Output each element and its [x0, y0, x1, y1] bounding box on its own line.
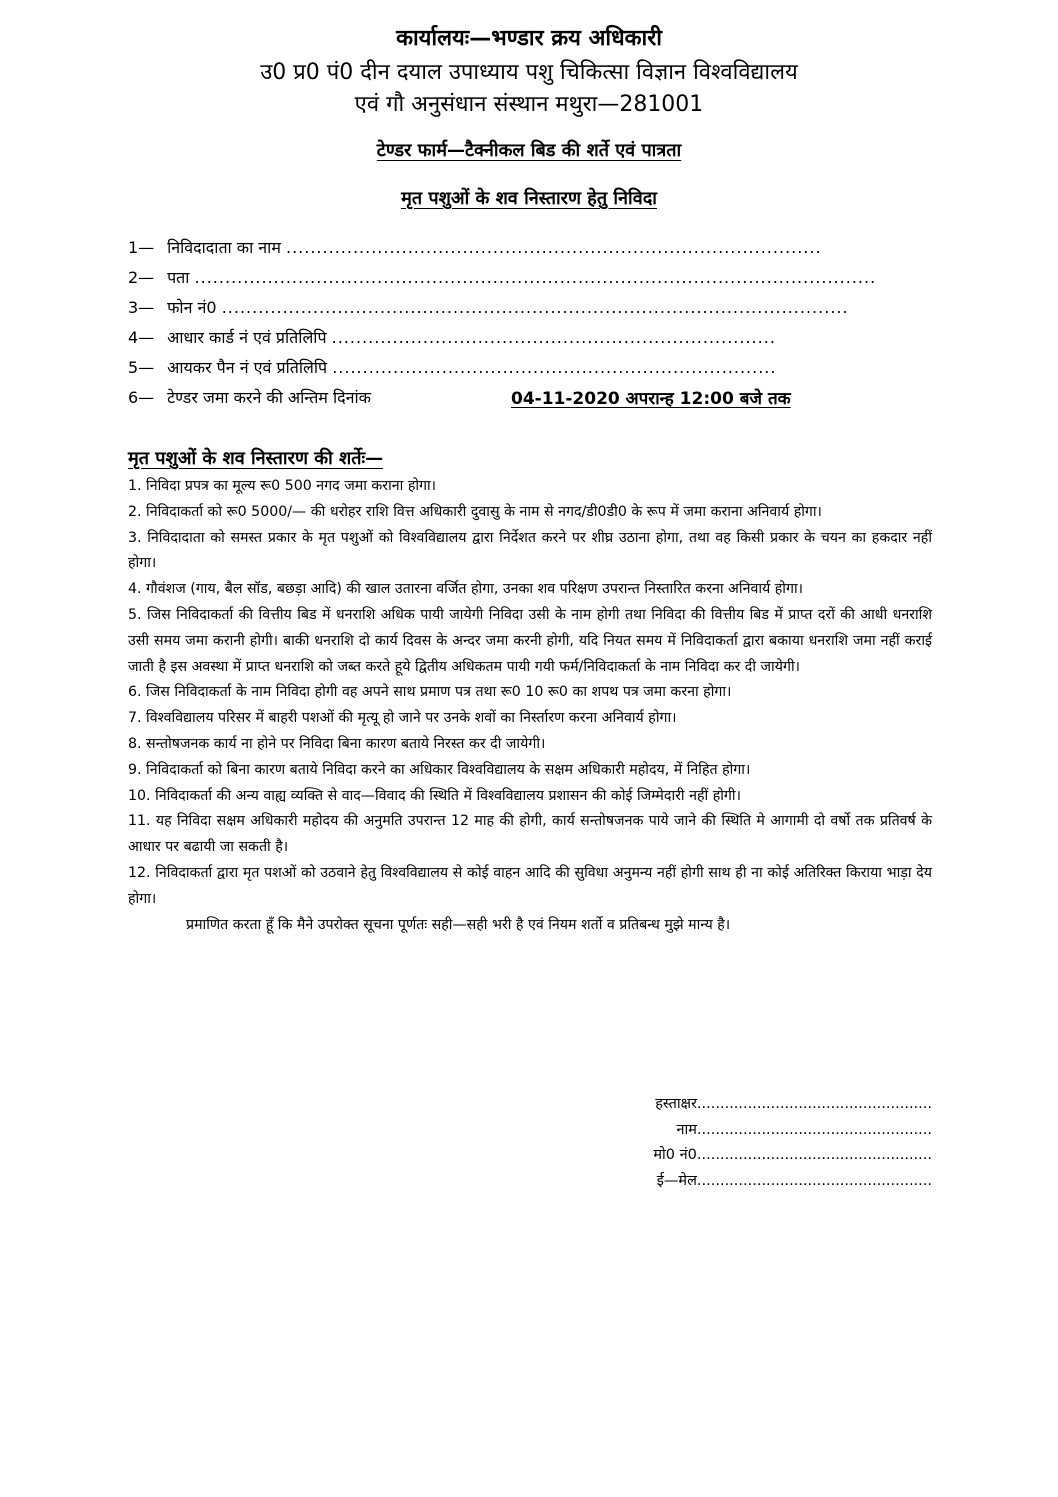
- term-item: 3. निविदादाता को समस्त प्रकार के मृत पशुओं को विश्वविद्यालय द्वारा निर्देशत करने पर शीघ्र उठाना होगा, तथा वह किसी प्रकार के चयन का हकदार नहीं होगा।: [128, 529, 932, 572]
- term-item: 1. निविदा प्रपत्र का मूल्य रू0 500 नगद जमा कराना होगा।: [128, 478, 437, 494]
- term-item: 8. सन्तोषजनक कार्य ना होने पर निविदा बिना कारण बताये निरस्त कर दी जायेगी।: [128, 735, 546, 752]
- mobile-row: [653, 1143, 932, 1169]
- term-item: 10. निविदाकर्ता की अन्य वाह्य व्यक्ति से वाद—विवाद की स्थिति में विश्वविद्यालय प्रशासन की कोई जिम्मेदारी नहीं होगी।: [128, 787, 741, 804]
- office-title: कार्यालयः—भण्डार क्रय अधिकारी: [396, 26, 662, 51]
- name-row: [653, 1118, 932, 1144]
- terms-title: मृत पशुओं के शव निस्तारण की शर्तेः—: [128, 448, 384, 469]
- form-field-bidder-name: [128, 236, 822, 258]
- field-label: आधार कार्ड नं एवं प्रतिलिपि: [167, 328, 327, 347]
- term-item: 6. जिस निविदाकर्ता के नाम निविदा होगी वह अपने साथ प्रमाण पत्र तथा रू0 10 रू0 का शपथ पत्र जमा करना होगा।: [128, 684, 732, 701]
- field-number: 5—: [128, 358, 155, 377]
- field-number: 4—: [128, 328, 155, 347]
- field-blank[interactable]: ........................................................................................: [286, 238, 822, 257]
- field-blank[interactable]: .........................................................................: [332, 358, 777, 377]
- field-blank[interactable]: .........................................................................: [331, 328, 776, 347]
- form-field-pan: [128, 356, 776, 378]
- term-item: 2. निविदाकर्ता को रू0 5000/— की धरोहर राशि वित्त अधिकारी दुवासु के नाम से नगद/डी0डी0 के रूप में जमा कराना अनिवार्य होगा।: [128, 503, 822, 520]
- form-field-aadhaar: [128, 326, 776, 348]
- form-title: टेण्डर फार्म—टैक्नीकल बिड की शर्ते एवं पात्रता: [376, 140, 682, 161]
- form-field-address: [128, 266, 876, 288]
- signature-block: [653, 1092, 932, 1194]
- field-number: 3—: [128, 298, 155, 317]
- name-label: नाम: [676, 1121, 697, 1138]
- term-item: 7. विश्वविद्यालय परिसर में बाहरी पशओं की मृत्यू हो जाने पर उनके शवों का निर्स्तारण करना अनिवार्य होगा।: [128, 710, 677, 727]
- term-item: 4. गौवंशज (गाय, बैल सॉड, बछड़ा आदि) की खाल उतारना वर्जित होगा, उनका शव परिक्षण उपरान्त निस्तारित करना अनिवार्य होगा।: [128, 581, 803, 598]
- term-item: 9. निविदाकर्ता को बिना कारण बताये निविदा करने का अधिकार विश्वविद्यालय के सक्षम अधिकारी महोदय, में निहित होगा।: [128, 761, 751, 778]
- institute-address: एवं गौ अनुसंधान संस्थान मथुरा—281001: [354, 92, 704, 117]
- field-label: आयकर पैन नं एवं प्रतिलिपि: [167, 358, 328, 377]
- field-number: 6—: [128, 388, 155, 407]
- deadline-value: 04-11-2020 अपरान्ह 12:00 बजे तक: [511, 389, 791, 409]
- email-blank[interactable]: ...................................................: [696, 1172, 932, 1189]
- term-item: 12. निविदाकर्ता द्वारा मृत पशओं को उठवाने हेतु विश्वविद्यालय से कोई वाहन आदि की सुविधा अनुमन्य नहीं होगी साथ ही ना कोई अतिरिक्त किराया भाड़ा देय होगा।: [128, 864, 932, 907]
- field-number: 2—: [128, 268, 155, 287]
- field-label: पता: [167, 268, 190, 287]
- field-blank[interactable]: .......................................................................................................: [221, 298, 849, 317]
- term-item: 11. यह निविदा सक्षम अधिकारी महोदय की अनुमति उपरान्त 12 माह की होगी, कार्य सन्तोषजनक पाये जाने की स्थिति मे आगामी दो वर्षो तक प्रतिवर्ष के आधार पर बढायी जा सकती है।: [128, 813, 932, 856]
- terms-list: [128, 474, 932, 938]
- name-blank[interactable]: ...................................................: [696, 1121, 932, 1138]
- field-label: फोन नं0: [167, 298, 217, 317]
- tender-subject: मृत पशुओं के शव निस्तारण हेतु निविदा: [401, 188, 657, 209]
- signature-blank[interactable]: ...................................................: [696, 1096, 932, 1112]
- declaration-text: प्रमाणित करता हूँ कि मैने उपरोक्त सूचना पूर्णतः सही—सही भरी है एवं नियम शर्तो व प्रतिबन्ध मुझे मान्य है।: [186, 916, 731, 933]
- field-blank[interactable]: ................................................................................................................: [194, 268, 877, 287]
- field-label: निविदादाता का नाम: [167, 238, 281, 257]
- deadline-label: टेण्डर जमा करने की अन्तिम दिनांक: [167, 388, 371, 407]
- email-row: [653, 1169, 932, 1195]
- signature-row: [653, 1092, 932, 1118]
- mobile-blank[interactable]: ...................................................: [696, 1147, 932, 1163]
- university-name: उ0 प्र0 पं0 दीन दयाल उपाध्याय पशु चिकित्सा विज्ञान विश्वविद्यालय: [260, 60, 798, 85]
- form-field-phone: [128, 296, 849, 318]
- term-item: 5. जिस निविदाकर्ता की वित्तीय बिड में धनराशि अधिक पायी जायेगी निविदा उसी के नाम होगी तथा निविदा की वित्तीय बिड में प्राप्त दरों की आधी धनराशि उसी समय जमा करानी होगी। बाकी धनराशि दो कार्य दिवस के अन्दर जमा करनी होगी, यदि नियत समय में निविदाकर्ता द्वारा बकाया धनराशि जमा नहीं कराई जाती है इस अवस्था में प्राप्त धनराशि को जब्त करते हूये द्वितीय अधिकतम पायी गयी फर्म/निविदाकर्ता के नाम निविदा कर दी जायेगी।: [128, 606, 932, 675]
- mobile-label: मो0 नं0: [653, 1147, 697, 1163]
- deadline-label-row: [128, 386, 371, 408]
- signature-label: हस्ताक्षर: [655, 1096, 697, 1112]
- field-number: 1—: [128, 238, 155, 257]
- email-label: ई—मेल: [656, 1172, 697, 1189]
